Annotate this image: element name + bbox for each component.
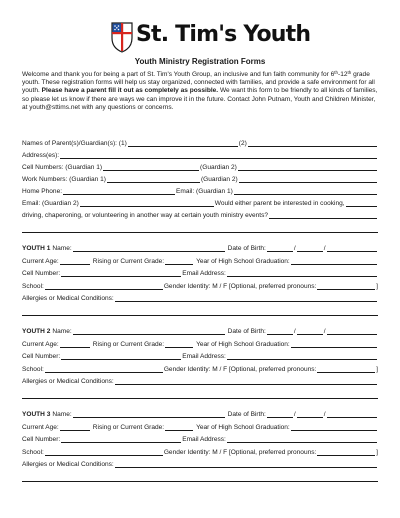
youth-email-field[interactable] [227,269,377,277]
intro-sup-1: th [334,70,339,75]
youth-name-label: Name: [52,328,72,335]
school-field[interactable] [45,365,163,373]
pronouns-field[interactable] [317,448,375,456]
youth-name-row [22,327,378,336]
gender-identity-label: Gender Identity: M / F [Optional, preferred pronouns: [163,366,317,373]
parent-names-row [22,139,378,148]
youth-cell-label: Cell Number: [22,270,61,277]
dob-slash: / [293,411,296,418]
home-phone-field[interactable] [63,187,175,195]
st-tims-youth-logo [110,20,311,54]
youth-name-field[interactable] [73,410,225,418]
school-label: School: [22,449,44,456]
youth-email-field[interactable] [227,435,377,443]
volunteer-answer-field-2[interactable] [269,211,377,219]
youth-heading: YOUTH 1 [22,245,51,252]
cell-numbers-row [22,163,378,172]
age-field[interactable] [60,257,90,265]
youth-age-row [22,340,378,349]
grade-label: Rising or Current Grade: [92,258,165,265]
cell-guardian-2-label: (Guardian 2) [200,164,237,171]
work-guardian-2-label: (Guardian 2) [200,176,238,183]
youth-age-row [22,257,378,266]
youth-email-field[interactable] [227,352,377,360]
youth-heading: YOUTH 3 [22,411,51,418]
page-title: Youth Ministry Registration Forms [134,57,266,66]
intro-text-1: Welcome and thank you for being a part of St. Tim's Youth Group, an inclusive and fun faith community for 6 [22,71,335,78]
home-phone-row [22,187,378,196]
email-guardian-1-field[interactable] [234,187,377,195]
intro-sup-2: th [347,70,352,75]
graduation-year-field[interactable] [291,340,377,348]
guardian-2-label: (2) [238,140,247,147]
youth-contact-row [22,352,378,361]
allergies-extra-line[interactable] [22,315,378,316]
dob-month-field[interactable] [267,410,293,418]
youth-school-row [22,448,378,457]
cell-guardian-1-label: Cell Numbers: (Guardian 1) [22,164,103,171]
email-guardian-2-row [22,199,378,208]
age-label: Current Age: [22,341,59,348]
allergies-field[interactable] [115,460,377,468]
youth-cell-field[interactable] [61,435,181,443]
allergies-label: Allergies or Medical Conditions: [22,295,114,302]
age-field[interactable] [60,423,90,431]
volunteer-question-2: driving, chaperoning, or volunteering in another way at certain youth ministry events? [22,212,269,219]
logo-text: St. Tim's Youth [136,22,311,47]
youth-name-row [22,410,378,419]
email-guardian-1-label: Email: (Guardian 1) [176,188,233,195]
youth-age-row [22,423,378,432]
youth-school-row [22,282,378,291]
graduation-year-field[interactable] [291,423,377,431]
intro-text-2: -12 [338,71,348,78]
dob-month-field[interactable] [267,327,293,335]
pronouns-field[interactable] [317,365,375,373]
youth-cell-label: Cell Number: [22,353,61,360]
youth-contact-row [22,435,378,444]
bracket-close: ] [376,366,378,373]
cell-guardian-1-field[interactable] [103,163,199,171]
gender-identity-label: Gender Identity: M / F [Optional, preferred pronouns: [163,283,317,290]
email-guardian-2-label: Email: (Guardian 2) [22,200,79,207]
graduation-year-label: Year of High School Graduation: [196,258,290,265]
dob-day-field[interactable] [297,410,323,418]
allergies-extra-line[interactable] [22,481,378,482]
youth-allergies-row [22,460,378,469]
intro-text-4: We want this form to be friendly to all kinds of families, so please let us know if there are ways we can improve it in the future. Contact John Putnam, Youth and Children Minister, at youth@sttims.net with any questions or concerns. [22,87,378,111]
bracket-close: ] [376,283,378,290]
youth-name-label: Name: [52,411,72,418]
allergies-extra-line[interactable] [22,398,378,399]
dob-slash: / [293,328,296,335]
allergies-label: Allergies or Medical Conditions: [22,378,114,385]
youth-cell-field[interactable] [61,269,181,277]
age-field[interactable] [60,340,90,348]
guardian-1-name-field[interactable] [128,139,238,147]
dob-month-field[interactable] [267,244,293,252]
address-field[interactable] [60,151,377,159]
school-field[interactable] [45,282,163,290]
school-label: School: [22,283,44,290]
address-label: Address(es): [22,152,60,159]
youth-name-row [22,244,378,253]
work-guardian-1-label: Work Numbers: (Guardian 1) [22,176,106,183]
grade-field[interactable] [165,423,193,431]
youth-email-label: Email Address: [182,353,226,360]
grade-label: Rising or Current Grade: [92,341,165,348]
dob-slash: / [323,411,326,418]
dob-slash: / [323,245,326,252]
pronouns-field[interactable] [317,282,375,290]
dob-day-field[interactable] [297,244,323,252]
dob-label: Date of Birth: [227,245,266,252]
intro-text-3: grade youth. These registration forms will help us stay organized, connected with families, and provide a safe environment for all youth. [22,71,375,95]
allergies-label: Allergies or Medical Conditions: [22,461,114,468]
bracket-close: ] [376,449,378,456]
intro-paragraph [22,71,378,112]
graduation-year-label: Year of High School Graduation: [196,424,290,431]
dob-slash: / [293,245,296,252]
cell-guardian-2-field[interactable] [238,163,377,171]
youth-school-row [22,365,378,374]
work-guardian-1-field[interactable] [107,175,200,183]
allergies-field[interactable] [115,377,377,385]
youth-email-label: Email Address: [182,436,226,443]
intro-bold: Please have a parent fill it out as completely as possible. [41,87,219,95]
grade-field[interactable] [165,257,193,265]
work-numbers-row [22,175,378,184]
youth-cell-field[interactable] [61,352,181,360]
youth-name-field[interactable] [73,327,225,335]
graduation-year-field[interactable] [291,257,377,265]
dob-year-field[interactable] [327,244,377,252]
graduation-year-label: Year of High School Graduation: [196,341,290,348]
dob-slash: / [323,328,326,335]
allergies-field[interactable] [115,294,377,302]
youth-email-label: Email Address: [182,270,226,277]
address-row [22,151,378,160]
youth-name-label: Name: [52,245,72,252]
dob-label: Date of Birth: [227,411,266,418]
youth-contact-row [22,269,378,278]
dob-day-field[interactable] [297,327,323,335]
home-phone-label: Home Phone: [22,188,63,195]
school-label: School: [22,366,44,373]
email-guardian-2-field[interactable] [80,199,214,207]
grade-field[interactable] [165,340,193,348]
dob-year-field[interactable] [327,410,377,418]
youth-allergies-row [22,377,378,386]
volunteer-answer-field-1[interactable] [346,199,377,207]
youth-name-field[interactable] [73,244,225,252]
dob-year-field[interactable] [327,327,377,335]
youth-allergies-row [22,294,378,303]
work-guardian-2-field[interactable] [239,175,377,183]
age-label: Current Age: [22,258,59,265]
volunteer-answer-line[interactable] [22,232,378,233]
volunteer-question-1: Would either parent be interested in cooking, [214,200,345,207]
gender-identity-label: Gender Identity: M / F [Optional, preferred pronouns: [163,449,317,456]
grade-label: Rising or Current Grade: [92,424,165,431]
parent-names-label: Names of Parent(s)/Guardian(s): (1) [22,140,127,147]
volunteer-row [22,211,378,220]
dob-label: Date of Birth: [227,328,266,335]
school-field[interactable] [45,448,163,456]
age-label: Current Age: [22,424,59,431]
youth-heading: YOUTH 2 [22,328,51,335]
guardian-2-name-field[interactable] [248,139,377,147]
youth-cell-label: Cell Number: [22,436,61,443]
